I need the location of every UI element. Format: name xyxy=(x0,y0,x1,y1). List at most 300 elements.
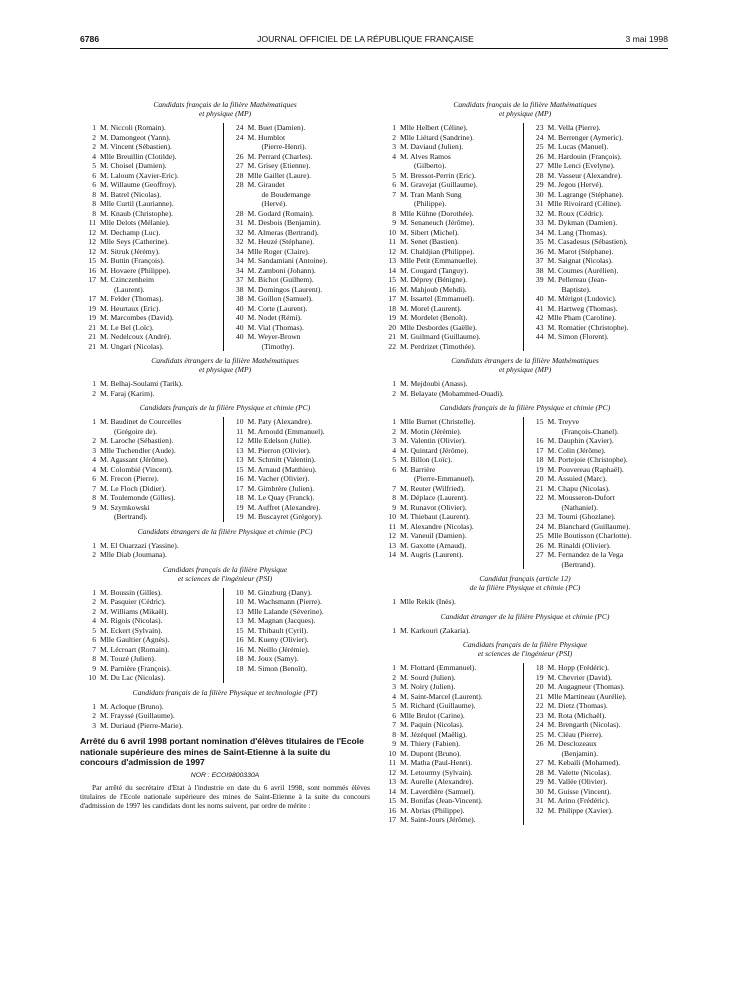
candidate-name: M. Corte (Laurent). xyxy=(247,303,308,313)
candidate-name: Mlle Breuillin (Clotilde). xyxy=(100,151,177,161)
candidate-rank: 16 xyxy=(388,805,396,815)
candidate-name: Mlle Gaillet (Laure). xyxy=(247,170,311,180)
candidate-entry xyxy=(228,294,371,304)
candidate-name: M. Rigois (Nicolas). xyxy=(100,616,163,625)
candidate-entry xyxy=(528,739,671,758)
candidate-rank: 39 xyxy=(535,275,544,284)
candidate-rank: 42 xyxy=(535,313,544,322)
candidate-entry xyxy=(528,692,671,702)
candidate-rank: 19 xyxy=(88,303,96,313)
candidate-entry xyxy=(228,465,371,475)
candidate-rank: 3 xyxy=(392,142,396,151)
candidate-entry xyxy=(80,635,223,645)
candidate-entry xyxy=(380,663,523,673)
candidate-entry xyxy=(80,275,223,294)
candidate-name: M. Letourmy (Sylvain). xyxy=(400,767,473,777)
candidate-section xyxy=(380,403,670,569)
candidate-rank: 21 xyxy=(388,332,396,341)
candidate-entry xyxy=(380,758,523,768)
candidate-name: Mlle Desbordes (Gaëlle). xyxy=(400,322,477,332)
candidate-rank: 44 xyxy=(535,332,544,341)
candidate-rank: 5 xyxy=(92,625,96,635)
candidate-rank: 6 xyxy=(92,170,96,180)
candidate-entry xyxy=(528,663,671,673)
candidate-name: M. Blanchard (Guillaume). xyxy=(547,521,631,531)
candidate-list-right xyxy=(524,123,671,351)
candidate-entry xyxy=(380,446,523,456)
candidate-name: M. Perrard (Charles). xyxy=(247,151,313,161)
candidate-section xyxy=(380,640,670,825)
candidate-entry xyxy=(80,161,223,171)
candidate-rank: 2 xyxy=(392,672,396,682)
candidate-name: M. Ginzburg (Dany). xyxy=(247,587,312,597)
candidate-name: M. Hardouin (François). xyxy=(547,151,622,161)
nor-reference: NOR : ECOI9800330A xyxy=(190,771,260,779)
candidate-name: M. Saignat (Nicolas). xyxy=(547,256,613,265)
candidate-rank: 28 xyxy=(235,170,244,180)
candidate-entry xyxy=(380,436,523,446)
candidate-rank: 19 xyxy=(235,512,244,521)
candidate-name: M. Knaub (Christophe). xyxy=(100,208,173,218)
candidate-name: M. Treyve (François-Chanel). xyxy=(547,417,619,436)
candidate-section xyxy=(80,565,370,683)
candidate-name: M. El Ouarzazi (Yassine). xyxy=(100,540,179,550)
candidate-name: M. Hartweg (Thomas). xyxy=(547,303,618,313)
candidate-list-left xyxy=(80,588,224,683)
candidate-entry xyxy=(228,332,371,351)
candidate-name: M. Jézéquel (Maëlig). xyxy=(400,729,468,739)
candidate-rank: 8 xyxy=(92,208,96,218)
candidate-name: M. Billon (Loïc). xyxy=(400,455,453,464)
candidate-name: M. Runavot (Olivier). xyxy=(400,502,467,512)
candidate-rank: 31 xyxy=(235,218,244,227)
candidate-entry xyxy=(380,342,523,352)
candidate-entry xyxy=(228,664,371,674)
candidate-rank: 23 xyxy=(535,123,544,132)
candidate-entry xyxy=(380,180,523,190)
candidate-entry xyxy=(380,806,523,816)
candidate-rank: 32 xyxy=(235,237,244,246)
candidate-name: M. Vincent (Sébastien). xyxy=(100,142,172,151)
candidate-name: M. Romatier (Christophe). xyxy=(547,322,629,332)
candidate-name: M. Issartel (Emmanuel). xyxy=(400,294,475,303)
candidate-rank: 12 xyxy=(388,767,396,777)
candidate-name: M. Auffret (Alexandre). xyxy=(247,502,321,512)
candidate-name: M. Barrière (Pierre-Emmanuel). xyxy=(400,464,475,483)
candidate-name: Mlle Tuchendler (Aude). xyxy=(100,445,176,455)
candidate-entry xyxy=(380,682,523,692)
candidate-name: M. Flottard (Emmanuel). xyxy=(400,663,477,672)
article-body: Par arrêté du secrétaire d'Etat à l'industrie en date du 6 avril 1998, sont nommés élèves titulaires de l'Ecole nationale supérieure des mines de Saint-Etienne à la suite du concours d'admission de 1997 les candidats dont les noms suivent, par ordre de mérite : xyxy=(80,782,370,811)
candidate-rank: 3 xyxy=(392,682,396,691)
candidate-name: M. Laverdière (Samuel). xyxy=(400,786,476,796)
candidate-name: M. Le Quay (Franck). xyxy=(247,493,315,502)
candidate-rank: 9 xyxy=(92,663,96,673)
candidate-name: M. Vella (Pierre). xyxy=(547,123,601,132)
candidate-rank: 1 xyxy=(392,663,396,672)
candidate-rank: 21 xyxy=(535,483,544,493)
candidate-entry xyxy=(80,702,370,712)
candidate-rank: 1 xyxy=(392,625,396,635)
candidate-name: M. Gaxotte (Arnaud). xyxy=(400,540,467,550)
candidate-name: M. Le Floch (Didier). xyxy=(100,483,167,493)
candidate-name: M. Rinaldi (Olivier). xyxy=(547,540,611,550)
candidate-entry xyxy=(80,389,370,399)
candidate-name: M. Eckert (Sylvain). xyxy=(100,625,163,635)
candidate-name: M. Roux (Cédric). xyxy=(547,208,604,218)
candidate-entry xyxy=(228,218,371,228)
candidate-section xyxy=(80,100,370,351)
section-title: Candidats français de la filière Mathématiques et physique (MP) xyxy=(453,100,597,118)
candidate-name: M. Mordelet (Benoît). xyxy=(400,313,468,322)
candidate-entry xyxy=(228,654,371,664)
candidate-rank: 40 xyxy=(235,322,244,332)
candidate-entry xyxy=(380,304,523,314)
candidate-entry xyxy=(380,730,523,740)
candidate-entry xyxy=(528,237,671,247)
candidate-entry xyxy=(380,550,523,560)
candidate-entry xyxy=(380,541,523,551)
candidate-entry xyxy=(528,777,671,787)
candidate-rank: 5 xyxy=(392,701,396,710)
candidate-name: M. Tran Manh Sung (Philippe). xyxy=(400,189,462,208)
candidate-rank: 9 xyxy=(392,739,396,748)
candidate-entry xyxy=(380,626,670,636)
candidate-rank: 4 xyxy=(392,445,396,455)
candidate-rank: 2 xyxy=(392,388,396,398)
candidate-entry xyxy=(80,446,223,456)
candidate-rank: 7 xyxy=(92,644,96,654)
candidate-entry xyxy=(380,711,523,721)
candidate-rank: 2 xyxy=(92,142,96,151)
page-header xyxy=(0,34,731,48)
candidate-name: M. Vial (Thomas). xyxy=(247,322,304,332)
candidate-name: M. Arnaud (Matthieu). xyxy=(247,464,317,474)
candidate-entry xyxy=(528,701,671,711)
candidate-name: Mlle Martineau (Aurélie). xyxy=(547,691,627,701)
candidate-name: M. Nodet (Rémi). xyxy=(247,313,302,322)
candidate-name: Mlle Liétard (Sandrine). xyxy=(400,132,475,142)
candidate-entry xyxy=(80,237,223,247)
candidate-rank: 19 xyxy=(388,313,396,322)
candidate-rank: 25 xyxy=(535,729,544,739)
candidate-name: M. Dauphin (Xavier). xyxy=(547,436,614,445)
candidate-rank: 6 xyxy=(392,180,396,189)
candidate-name: M. Choisel (Damien). xyxy=(100,161,167,170)
candidate-name: M. Wachsmann (Pierre). xyxy=(247,597,322,606)
candidate-name: M. Schmitt (Valentin). xyxy=(247,455,316,464)
candidate-rank: 34 xyxy=(535,227,544,237)
candidate-name: Mlle Delots (Mélanie). xyxy=(100,218,170,227)
candidate-name: M. Coumes (Aurélien). xyxy=(547,265,619,275)
candidate-name: M. Vaneuil (Damien). xyxy=(400,531,467,540)
candidate-entry xyxy=(528,720,671,730)
candidate-rank: 27 xyxy=(535,758,544,767)
candidate-rank: 8 xyxy=(92,189,96,199)
candidate-rank: 24 xyxy=(235,132,244,142)
candidate-rank: 8 xyxy=(92,493,96,502)
candidate-entry xyxy=(80,190,223,200)
candidate-name: M. Lang (Thomas). xyxy=(547,227,607,237)
candidate-name: M. Gimbrère (Julien). xyxy=(247,483,315,493)
candidate-name: M. Paquin (Nicolas). xyxy=(400,720,464,729)
candidate-rank: 1 xyxy=(92,701,96,711)
candidate-entry xyxy=(528,711,671,721)
candidate-rank: 6 xyxy=(92,474,96,483)
candidate-rank: 37 xyxy=(235,275,244,284)
candidate-name: M. Faraj (Karim). xyxy=(100,388,155,398)
candidate-entry xyxy=(528,541,671,551)
candidate-rank: 12 xyxy=(388,531,396,540)
candidate-name: M. Arino (Frédéric). xyxy=(547,796,610,805)
candidate-name: M. Czinczenheim (Laurent). xyxy=(100,275,154,294)
candidate-name: M. Colin (Jérôme). xyxy=(547,445,606,455)
candidate-name: Mlle Edelson (Julie). xyxy=(247,436,312,445)
candidate-name: M. Daviaud (Julien). xyxy=(400,142,464,151)
candidate-rank: 15 xyxy=(535,417,544,426)
candidate-rank: 25 xyxy=(535,531,544,540)
candidate-rank: 16 xyxy=(235,644,244,654)
candidate-entry xyxy=(228,427,371,437)
candidate-name: M. Chevrier (David). xyxy=(547,672,613,682)
candidate-entry xyxy=(228,209,371,219)
candidate-section xyxy=(80,527,370,560)
candidate-rank: 1 xyxy=(92,379,96,388)
candidate-entry xyxy=(380,503,523,513)
candidate-name: Mlle Kühne (Dorothée). xyxy=(400,208,474,218)
candidate-entry xyxy=(228,616,371,626)
candidate-rank: 11 xyxy=(388,521,396,531)
candidate-name: M. Buscayret (Grégory). xyxy=(247,512,323,521)
candidate-name: M. Motin (Jérémie). xyxy=(400,426,462,436)
candidate-list-left xyxy=(380,663,524,825)
candidate-entry xyxy=(228,493,371,503)
candidate-entry xyxy=(528,209,671,219)
candidate-name: M. Lagrange (Stéphane). xyxy=(547,189,624,199)
candidate-name: M. Guisse (Vincent). xyxy=(547,786,612,796)
candidate-rank: 36 xyxy=(535,246,544,256)
candidate-rank: 10 xyxy=(235,417,244,426)
candidate-name: M. Perdrizet (Timothée). xyxy=(400,341,476,351)
candidate-entry xyxy=(380,190,523,209)
candidate-entry xyxy=(380,313,523,323)
candidate-entry xyxy=(80,313,223,323)
candidate-entry xyxy=(228,275,371,285)
candidate-entry xyxy=(80,133,223,143)
candidate-name: M. Fernandez de la Vega (Bertrand). xyxy=(547,550,624,569)
candidate-rank: 22 xyxy=(535,493,544,502)
candidate-list-left xyxy=(80,379,370,398)
candidate-rank: 26 xyxy=(535,540,544,550)
candidate-rank: 17 xyxy=(235,483,244,493)
candidate-entry xyxy=(528,531,671,541)
candidate-rank: 12 xyxy=(88,246,96,256)
candidate-rank: 24 xyxy=(535,132,544,142)
candidate-entry xyxy=(380,815,523,825)
candidate-rank: 1 xyxy=(92,540,96,550)
candidate-rank: 30 xyxy=(535,786,544,796)
candidate-name: M. Baudinet de Courcelles (Grégoire de). xyxy=(100,417,182,436)
candidate-entry xyxy=(80,323,223,333)
candidate-name: M. Jegou (Hervé). xyxy=(547,180,604,189)
candidate-rank: 32 xyxy=(235,227,244,237)
candidate-name: M. Du Lac (Nicolas). xyxy=(100,673,166,682)
candidate-rank: 13 xyxy=(388,540,396,550)
candidate-name: Mlle Seys (Catherine). xyxy=(100,237,169,246)
candidate-rank: 4 xyxy=(92,616,96,625)
candidate-entry xyxy=(528,161,671,171)
candidate-name: M. Sandamiani (Antoine). xyxy=(247,256,328,265)
candidate-entry xyxy=(380,285,523,295)
candidate-name: M. Belhaj-Soulami (Tarik). xyxy=(100,379,183,388)
candidate-name: M. Marot (Stéphane). xyxy=(547,246,614,256)
candidate-rank: 13 xyxy=(388,777,396,786)
candidate-name: M. Mahjoub (Mehdi). xyxy=(400,284,467,294)
candidate-entry xyxy=(528,294,671,304)
candidate-name: M. Mousseron-Dufort (Nathaniel). xyxy=(547,493,615,512)
candidate-rank: 18 xyxy=(535,455,544,464)
candidate-entry xyxy=(80,465,223,475)
candidate-name: M. Laroche (Sébastien). xyxy=(100,436,174,445)
candidate-name: M. Assuied (Marc). xyxy=(547,474,607,483)
candidate-name: M. Morel (Laurent). xyxy=(400,303,462,313)
candidate-entry xyxy=(528,180,671,190)
candidate-rank: 26 xyxy=(535,739,544,748)
candidate-entry xyxy=(528,493,671,512)
candidate-rank: 18 xyxy=(235,493,244,502)
candidate-rank: 23 xyxy=(535,512,544,521)
candidate-entry xyxy=(380,701,523,711)
candidate-rank: 28 xyxy=(235,208,244,218)
candidate-name: M. Bichot (Guilhem). xyxy=(247,275,314,284)
candidate-list-right xyxy=(224,588,371,683)
section-title: Candidats étrangers de la filière Physique et chimie (PC) xyxy=(137,526,313,536)
candidate-rank: 4 xyxy=(392,151,396,161)
candidate-name: M. Gravejat (Guillaume). xyxy=(400,180,478,189)
candidate-name: Mlle Rekik (Inès). xyxy=(400,597,456,606)
candidate-name: M. Szymkowski (Bertrand). xyxy=(100,502,150,521)
candidate-entry xyxy=(228,152,371,162)
candidate-name: M. Mérigot (Ludovic). xyxy=(547,294,617,303)
candidate-entry xyxy=(380,673,523,683)
candidate-rank: 43 xyxy=(535,322,544,332)
candidate-rank: 18 xyxy=(388,303,396,313)
candidate-list-right xyxy=(524,417,671,569)
candidate-name: M. Cléau (Pierre). xyxy=(547,729,603,739)
candidate-entry xyxy=(80,455,223,465)
candidate-entry xyxy=(80,588,223,598)
candidate-entry xyxy=(528,171,671,181)
candidate-entry xyxy=(528,247,671,257)
candidate-entry xyxy=(528,275,671,294)
header-rule xyxy=(80,48,668,49)
candidate-rank: 17 xyxy=(88,275,96,284)
candidate-section xyxy=(80,403,370,522)
candidate-rank: 1 xyxy=(92,123,96,132)
candidate-name: M. Simon (Benoît). xyxy=(247,663,307,673)
candidate-entry xyxy=(380,209,523,219)
journal-title: JOURNAL OFFICIEL DE LA RÉPUBLIQUE FRANÇAISE xyxy=(257,34,474,44)
candidate-name: M. Felder (Thomas). xyxy=(100,294,164,303)
candidate-rank: 14 xyxy=(388,786,396,796)
candidate-entry xyxy=(80,171,223,181)
candidate-entry xyxy=(528,332,671,342)
candidate-rank: 14 xyxy=(388,265,396,275)
candidate-rank: 28 xyxy=(535,767,544,777)
candidate-entry xyxy=(528,123,671,133)
candidate-entry xyxy=(380,597,670,607)
candidate-name: M. Hopp (Frédéric). xyxy=(547,663,610,672)
candidate-rank: 16 xyxy=(535,436,544,445)
candidate-name: M. Rota (Michaël). xyxy=(547,710,607,720)
candidate-entry xyxy=(80,218,223,228)
candidate-rank: 1 xyxy=(92,587,96,597)
section-title: Candidats français de la filière Mathématiques et physique (MP) xyxy=(153,100,297,118)
candidate-name: M. Thibault (Cyril). xyxy=(247,625,309,635)
candidate-rank: 31 xyxy=(535,796,544,805)
candidate-rank: 4 xyxy=(392,691,396,701)
candidate-rank: 18 xyxy=(235,654,244,663)
candidate-rank: 1 xyxy=(392,123,396,132)
candidate-entry xyxy=(528,218,671,228)
candidate-name: M. Batrel (Nicolas). xyxy=(100,189,162,199)
candidate-entry xyxy=(228,626,371,636)
candidate-name: M. Paty (Alexandre). xyxy=(247,417,313,426)
candidate-entry xyxy=(528,484,671,494)
candidate-entry xyxy=(380,777,523,787)
section-title: Candidat étranger de la filière Physique et chimie (PC) xyxy=(440,611,610,621)
candidate-entry xyxy=(380,692,523,702)
candidate-rank: 21 xyxy=(88,332,96,341)
candidate-rank: 20 xyxy=(535,474,544,483)
candidate-rank: 40 xyxy=(235,332,244,341)
candidate-list-right xyxy=(224,417,371,522)
candidate-entry xyxy=(80,199,223,209)
candidate-rank: 13 xyxy=(235,616,244,625)
candidate-rank: 17 xyxy=(388,294,396,303)
candidate-entry xyxy=(528,768,671,778)
candidate-rank: 27 xyxy=(535,161,544,170)
candidate-name: M. Reuter (Wilfried). xyxy=(400,483,466,493)
section-title: Candidat français (article 12) de la filière Physique et chimie (PC) xyxy=(469,574,581,592)
candidate-entry xyxy=(528,682,671,692)
candidate-entry xyxy=(80,436,223,446)
candidate-rank: 4 xyxy=(92,151,96,161)
candidate-list-left xyxy=(380,123,524,351)
candidate-name: M. Touzé (Julien). xyxy=(100,654,156,663)
candidate-entry xyxy=(380,739,523,749)
candidate-name: M. Lucas (Manuel). xyxy=(547,142,609,151)
candidate-rank: 28 xyxy=(235,180,244,189)
candidate-rank: 29 xyxy=(535,777,544,786)
candidate-name: M. Augagneur (Thomas). xyxy=(547,682,625,691)
candidate-name: M. Dechamp (Luc). xyxy=(100,227,161,237)
candidate-entry xyxy=(380,417,523,427)
candidate-rank: 40 xyxy=(235,303,244,313)
candidate-name: M. Chaldjian (Philippe). xyxy=(400,246,475,256)
candidate-entry xyxy=(80,673,223,683)
candidate-entry xyxy=(228,645,371,655)
candidate-rank: 26 xyxy=(235,151,244,161)
candidate-entry xyxy=(528,730,671,740)
candidate-rank: 11 xyxy=(236,426,244,436)
section-title: Candidats français de la filière Physique et chimie (PC) xyxy=(139,403,311,412)
candidate-name: M. Sibert (Michel). xyxy=(400,227,460,237)
candidate-entry xyxy=(228,607,371,617)
candidate-entry xyxy=(528,673,671,683)
candidate-rank: 15 xyxy=(388,275,396,284)
left-column xyxy=(80,100,370,811)
